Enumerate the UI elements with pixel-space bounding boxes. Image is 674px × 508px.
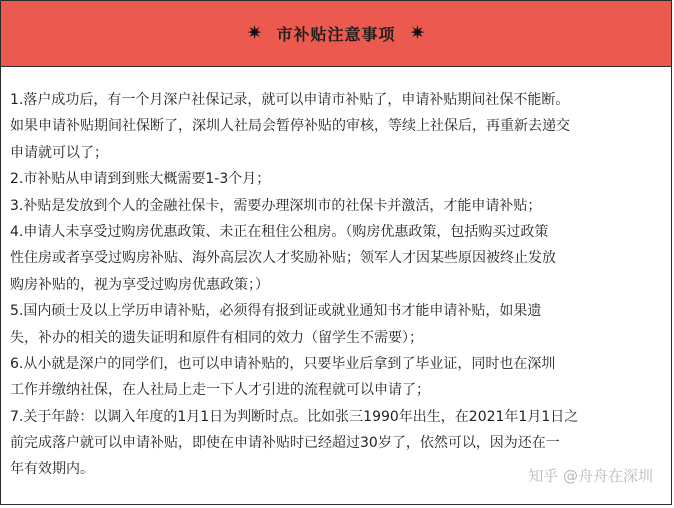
text-line: 工作并缴纳社保，在人社局上走一下人才引进的流程就可以申请了； xyxy=(10,382,430,399)
text-line: 性住房或者享受过购房补贴、海外高层次人才奖励补贴；领军人才因某些原因被终止发放 xyxy=(10,250,556,267)
text-line: 如果申请补贴期间社保断了，深圳人社局会暂停补贴的审核，等续上社保后，再重新去递交 xyxy=(10,118,570,135)
page-title: 市补贴注意事项 xyxy=(276,27,396,44)
text-line: 3.补贴是发放到个人的金融社保卡，需要办理深圳市的社保卡并激活，才能申请补贴； xyxy=(10,197,542,214)
text-line: 年有效期内。 xyxy=(10,461,94,478)
text-line: 6.从小就是深户的同学们，也可以申请补贴的，只要毕业后拿到了毕业证，同时也在深圳 xyxy=(10,355,556,372)
header-banner xyxy=(1,1,671,67)
text-line: 前完成落户就可以申请补贴，即使在申请补贴时已经超过30岁了，依然可以，因为还在一 xyxy=(10,435,560,452)
text-line: 申请就可以了； xyxy=(10,144,108,161)
watermark: 知乎 @舟舟在深圳 xyxy=(528,467,653,485)
star-icon: ✷ xyxy=(409,22,426,44)
text-line: 5.国内硕士及以上学历申请补贴，必须得有报到证或就业通知书才能申请补贴，如果遗 xyxy=(10,303,542,320)
text-line: 7.关于年龄：以调入年度的1月1日为判断时点。比如张三1990年出生，在2021年1月1日之 xyxy=(10,408,579,425)
text-line: 失，补办的相关的遗失证明和原件有相同的效力（留学生不需要）； xyxy=(10,329,423,346)
text-line: 购房补贴的，视为享受过购房优惠政策；） xyxy=(10,276,269,293)
text-line: 2.市补贴从申请到到账大概需要1-3个月； xyxy=(10,171,271,188)
notice-body xyxy=(10,87,666,483)
text-line: 4.申请人未享受过购房优惠政策、未正在租住公租房。（购房优惠政策，包括购买过政策 xyxy=(10,223,549,240)
text-line: 1.落户成功后，有一个月深户社保记录，就可以申请市补贴了，申请补贴期间社保不能断。 xyxy=(10,92,570,108)
star-icon: ✷ xyxy=(246,22,263,44)
